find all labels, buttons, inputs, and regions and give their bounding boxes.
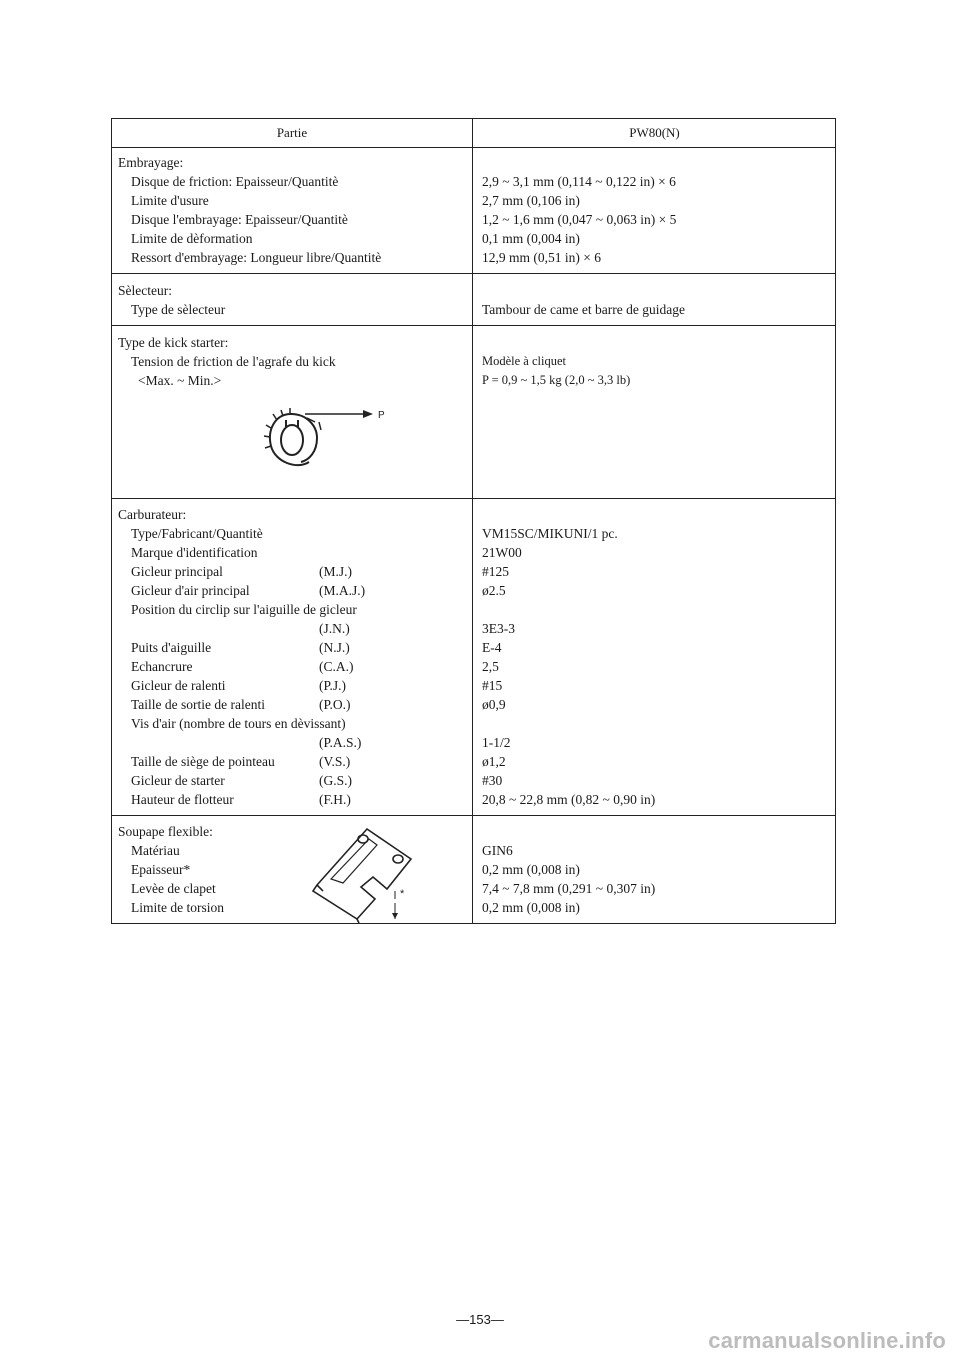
section-kick [112, 325, 835, 498]
selector-title: Sèlecteur: [118, 283, 172, 298]
section-reed [112, 815, 835, 923]
reed-row-value: 0,2 mm (0,008 in) [482, 862, 580, 877]
reed-valve-icon [303, 819, 423, 923]
carb-row-value: 2,5 [482, 659, 499, 674]
carb-row-label: (J.N.) [319, 621, 350, 636]
clutch-row-label: Disque de friction: Epaisseur/Quantitè [131, 174, 339, 189]
carb-row-label: (P.A.S.) [319, 735, 362, 750]
kick-clip-icon [261, 404, 401, 476]
carb-row-label: Echancrure (C.A.) [131, 659, 354, 674]
section-carb [112, 498, 835, 815]
carb-row-label: Puits d'aiguille (N.J.) [131, 640, 350, 655]
kick-range: <Max. ~ Min.> [138, 373, 222, 388]
carb-row-value: 20,8 ~ 22,8 mm (0,82 ~ 0,90 in) [482, 792, 656, 807]
clutch-row-value: 1,2 ~ 1,6 mm (0,047 ~ 0,063 in) × 5 [482, 212, 677, 227]
selector-label: Type de sèlecteur [131, 302, 226, 317]
clutch-row-value: 2,9 ~ 3,1 mm (0,114 ~ 0,122 in) × 6 [482, 174, 676, 189]
reed-title: Soupape flexible: [118, 824, 213, 839]
carb-row-value: #15 [482, 678, 503, 693]
clutch-row-value: 2,7 mm (0,106 in) [482, 193, 580, 208]
reed-row-label: Epaisseur* [131, 862, 191, 877]
clutch-row-value: 12,9 mm (0,51 in) × 6 [482, 250, 601, 265]
carb-row-value: 1-1/2 [482, 735, 511, 750]
section-clutch [112, 147, 835, 273]
clutch-row-value: 0,1 mm (0,004 in) [482, 231, 580, 246]
reed-row-label: Matériau [131, 843, 180, 858]
carb-row-label: Gicleur de ralenti (P.J.) [131, 678, 347, 693]
spec-table [111, 118, 836, 924]
carb-row-label: Taille de sortie de ralenti (P.O.) [131, 697, 351, 712]
carb-row-label: Gicleur principal (M.J.) [131, 564, 352, 579]
carb-row-value: ø1,2 [482, 754, 506, 769]
reed-fig-label: * [400, 888, 405, 900]
reed-row-value: GIN6 [482, 843, 513, 858]
reed-row-value: 7,4 ~ 7,8 mm (0,291 ~ 0,307 in) [482, 881, 656, 896]
carb-row-label: Position du circlip sur l'aiguille de gicleur [131, 602, 357, 617]
selector-value: Tambour de came et barre de guidage [482, 302, 685, 317]
clutch-row-label: Limite d'usure [131, 193, 209, 208]
carb-row-label: Gicleur de starter (G.S.) [131, 773, 352, 788]
carb-title: Carburateur: [118, 507, 187, 522]
clutch-title: Embrayage: [118, 155, 184, 170]
kick-fig-label: P [378, 410, 385, 421]
reed-row-value: 0,2 mm (0,008 in) [482, 900, 580, 915]
clutch-row-label: Disque l'embrayage: Epaisseur/Quantitè [131, 212, 348, 227]
header-part: Partie [112, 119, 473, 147]
carb-row-value: #125 [482, 564, 509, 579]
table-header [112, 119, 835, 147]
header-model: PW80(N) [629, 125, 680, 140]
carb-row-label: Taille de siège de pointeau (V.S.) [131, 754, 351, 769]
section-selector [112, 273, 835, 325]
carb-row-value: ø2.5 [482, 583, 506, 598]
kick-title: Type de kick starter: [118, 335, 229, 350]
watermark: carmanualsonline.info [708, 1328, 946, 1353]
kick-label: Tension de friction de l'agrafe du kick [131, 354, 336, 369]
clutch-row-label: Limite de dèformation [131, 231, 253, 246]
carb-row-value: E-4 [482, 640, 502, 655]
carb-row-value: #30 [482, 773, 503, 788]
carb-row-label: Hauteur de flotteur (F.H.) [131, 792, 351, 807]
reed-row-label: Levèe de clapet [131, 881, 216, 896]
carb-row-label: Type/Fabricant/Quantitè [131, 526, 263, 541]
kick-value: P = 0,9 ~ 1,5 kg (2,0 ~ 3,3 lb) [482, 373, 631, 387]
reed-row-label: Limite de torsion [131, 900, 224, 915]
kick-type-value: Modèle à cliquet [482, 354, 566, 368]
page-number: —153— [456, 1312, 504, 1327]
carb-row-value: VM15SC/MIKUNI/1 pc. [482, 526, 618, 541]
carb-row-value: 21W00 [482, 545, 522, 560]
carb-row-label: Vis d'air (nombre de tours en dèvissant) [131, 716, 346, 731]
carb-row-value: ø0,9 [482, 697, 506, 712]
carb-row-value: 3E3-3 [482, 621, 515, 636]
clutch-row-label: Ressort d'embrayage: Longueur libre/Quantitè [131, 250, 382, 265]
carb-row-label: Marque d'identification [131, 545, 258, 560]
carb-row-label: Gicleur d'air principal (M.A.J.) [131, 583, 366, 598]
